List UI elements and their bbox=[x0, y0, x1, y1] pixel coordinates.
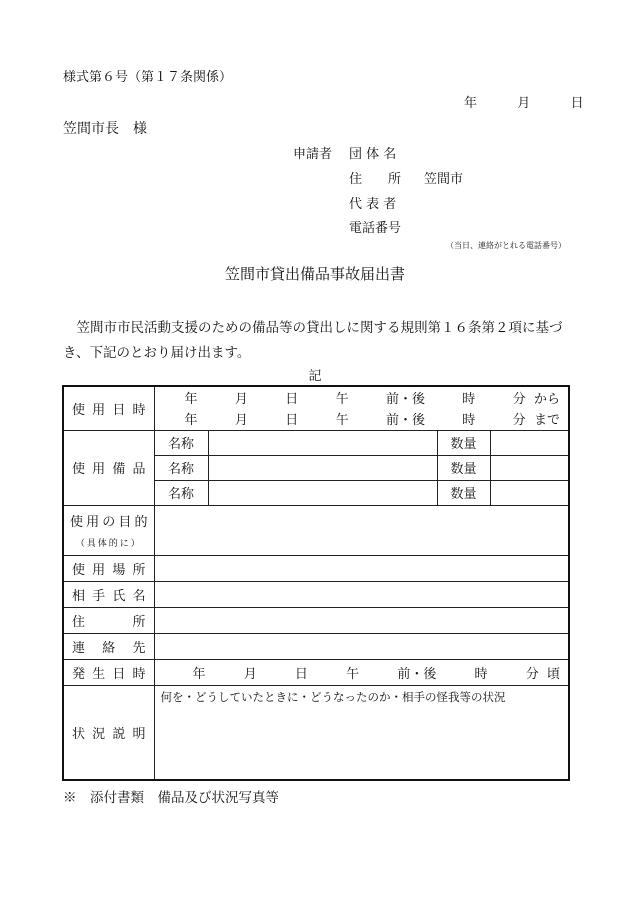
date-month: 月 bbox=[517, 96, 531, 111]
equipment-qty-label-2: 数量 bbox=[437, 455, 490, 480]
date-year: 年 bbox=[464, 96, 478, 111]
equipment-name-field-1[interactable] bbox=[208, 430, 437, 455]
place-field[interactable] bbox=[154, 555, 569, 581]
party-name-field[interactable] bbox=[154, 581, 569, 607]
equipment-name-label-3: 名称 bbox=[154, 480, 208, 505]
usage-date-label: 使 用 日 時 bbox=[63, 386, 154, 430]
occur-date-label: 発 生 日 時 bbox=[63, 659, 154, 685]
usage-date-from: 年 月 日 午 前・後 時 分 から bbox=[184, 392, 560, 408]
address-label: 住 所 bbox=[349, 172, 402, 187]
equipment-label: 使 用 備 品 bbox=[63, 430, 154, 505]
party-contact-label: 連 絡 先 bbox=[63, 633, 154, 659]
situation-hint: 何を・どうしていたときに・どうなったのか・相手の怪我等の状況 bbox=[160, 689, 506, 704]
occur-date-cell[interactable] bbox=[154, 659, 569, 685]
body-text: 笠間市市民活動支援のための備品等の貸出しに関する規則第１６条第２項に基づき、下記のとおり届け出ます。 bbox=[63, 320, 563, 361]
equipment-qty-label-1: 数量 bbox=[437, 430, 490, 455]
equipment-qty-field-3[interactable] bbox=[490, 480, 569, 505]
equipment-qty-field-2[interactable] bbox=[490, 455, 569, 480]
occur-date-line: 年 月 日 午 前・後 時 分 頃 bbox=[192, 666, 561, 682]
addressee: 笠間市長 様 bbox=[63, 121, 147, 137]
document-title: 笠間市貸出備品事故届出書 bbox=[224, 265, 405, 283]
equipment-name-field-2[interactable] bbox=[208, 455, 437, 480]
party-contact-field[interactable] bbox=[154, 633, 569, 659]
purpose-sub-label: （具体的に） bbox=[75, 539, 142, 549]
attachment-note: ※ 添付書類 備品及び状況写真等 bbox=[63, 790, 279, 806]
purpose-field[interactable] bbox=[154, 505, 569, 555]
equipment-name-field-3[interactable] bbox=[208, 480, 437, 505]
usage-date-to: 年 月 日 午 前・後 時 分 まで bbox=[184, 413, 560, 429]
group-name-label: 団 体 名 bbox=[349, 147, 397, 162]
situation-field[interactable] bbox=[154, 685, 569, 780]
equipment-qty-field-1[interactable] bbox=[490, 430, 569, 455]
equipment-name-label-1: 名称 bbox=[154, 430, 208, 455]
address-value: 笠間市 bbox=[424, 172, 464, 187]
applicant-role: 申請者 bbox=[293, 147, 333, 162]
usage-date-cell[interactable] bbox=[154, 386, 569, 430]
phone-note: （当日、連絡がとれる電話番号） bbox=[446, 241, 566, 250]
situation-label: 状 況 説 明 bbox=[63, 685, 154, 780]
date-day: 日 bbox=[570, 96, 584, 111]
report-form-table bbox=[62, 385, 570, 781]
phone-label: 電話番号 bbox=[349, 221, 402, 236]
ki-heading: 記 bbox=[308, 369, 322, 384]
party-name-label: 相 手 氏 名 bbox=[63, 581, 154, 607]
party-address-field[interactable] bbox=[154, 607, 569, 633]
purpose-label: 使 用 の 目 的 （具体的に） bbox=[63, 505, 154, 555]
equipment-qty-label-3: 数量 bbox=[437, 480, 490, 505]
representative-label: 代 表 者 bbox=[349, 197, 397, 212]
place-label: 使 用 場 所 bbox=[63, 555, 154, 581]
party-address-label: 住 所 bbox=[63, 607, 154, 633]
form-number: 様式第６号（第１７条関係） bbox=[63, 70, 233, 85]
equipment-name-label-2: 名称 bbox=[154, 455, 208, 480]
submission-date bbox=[464, 92, 584, 111]
